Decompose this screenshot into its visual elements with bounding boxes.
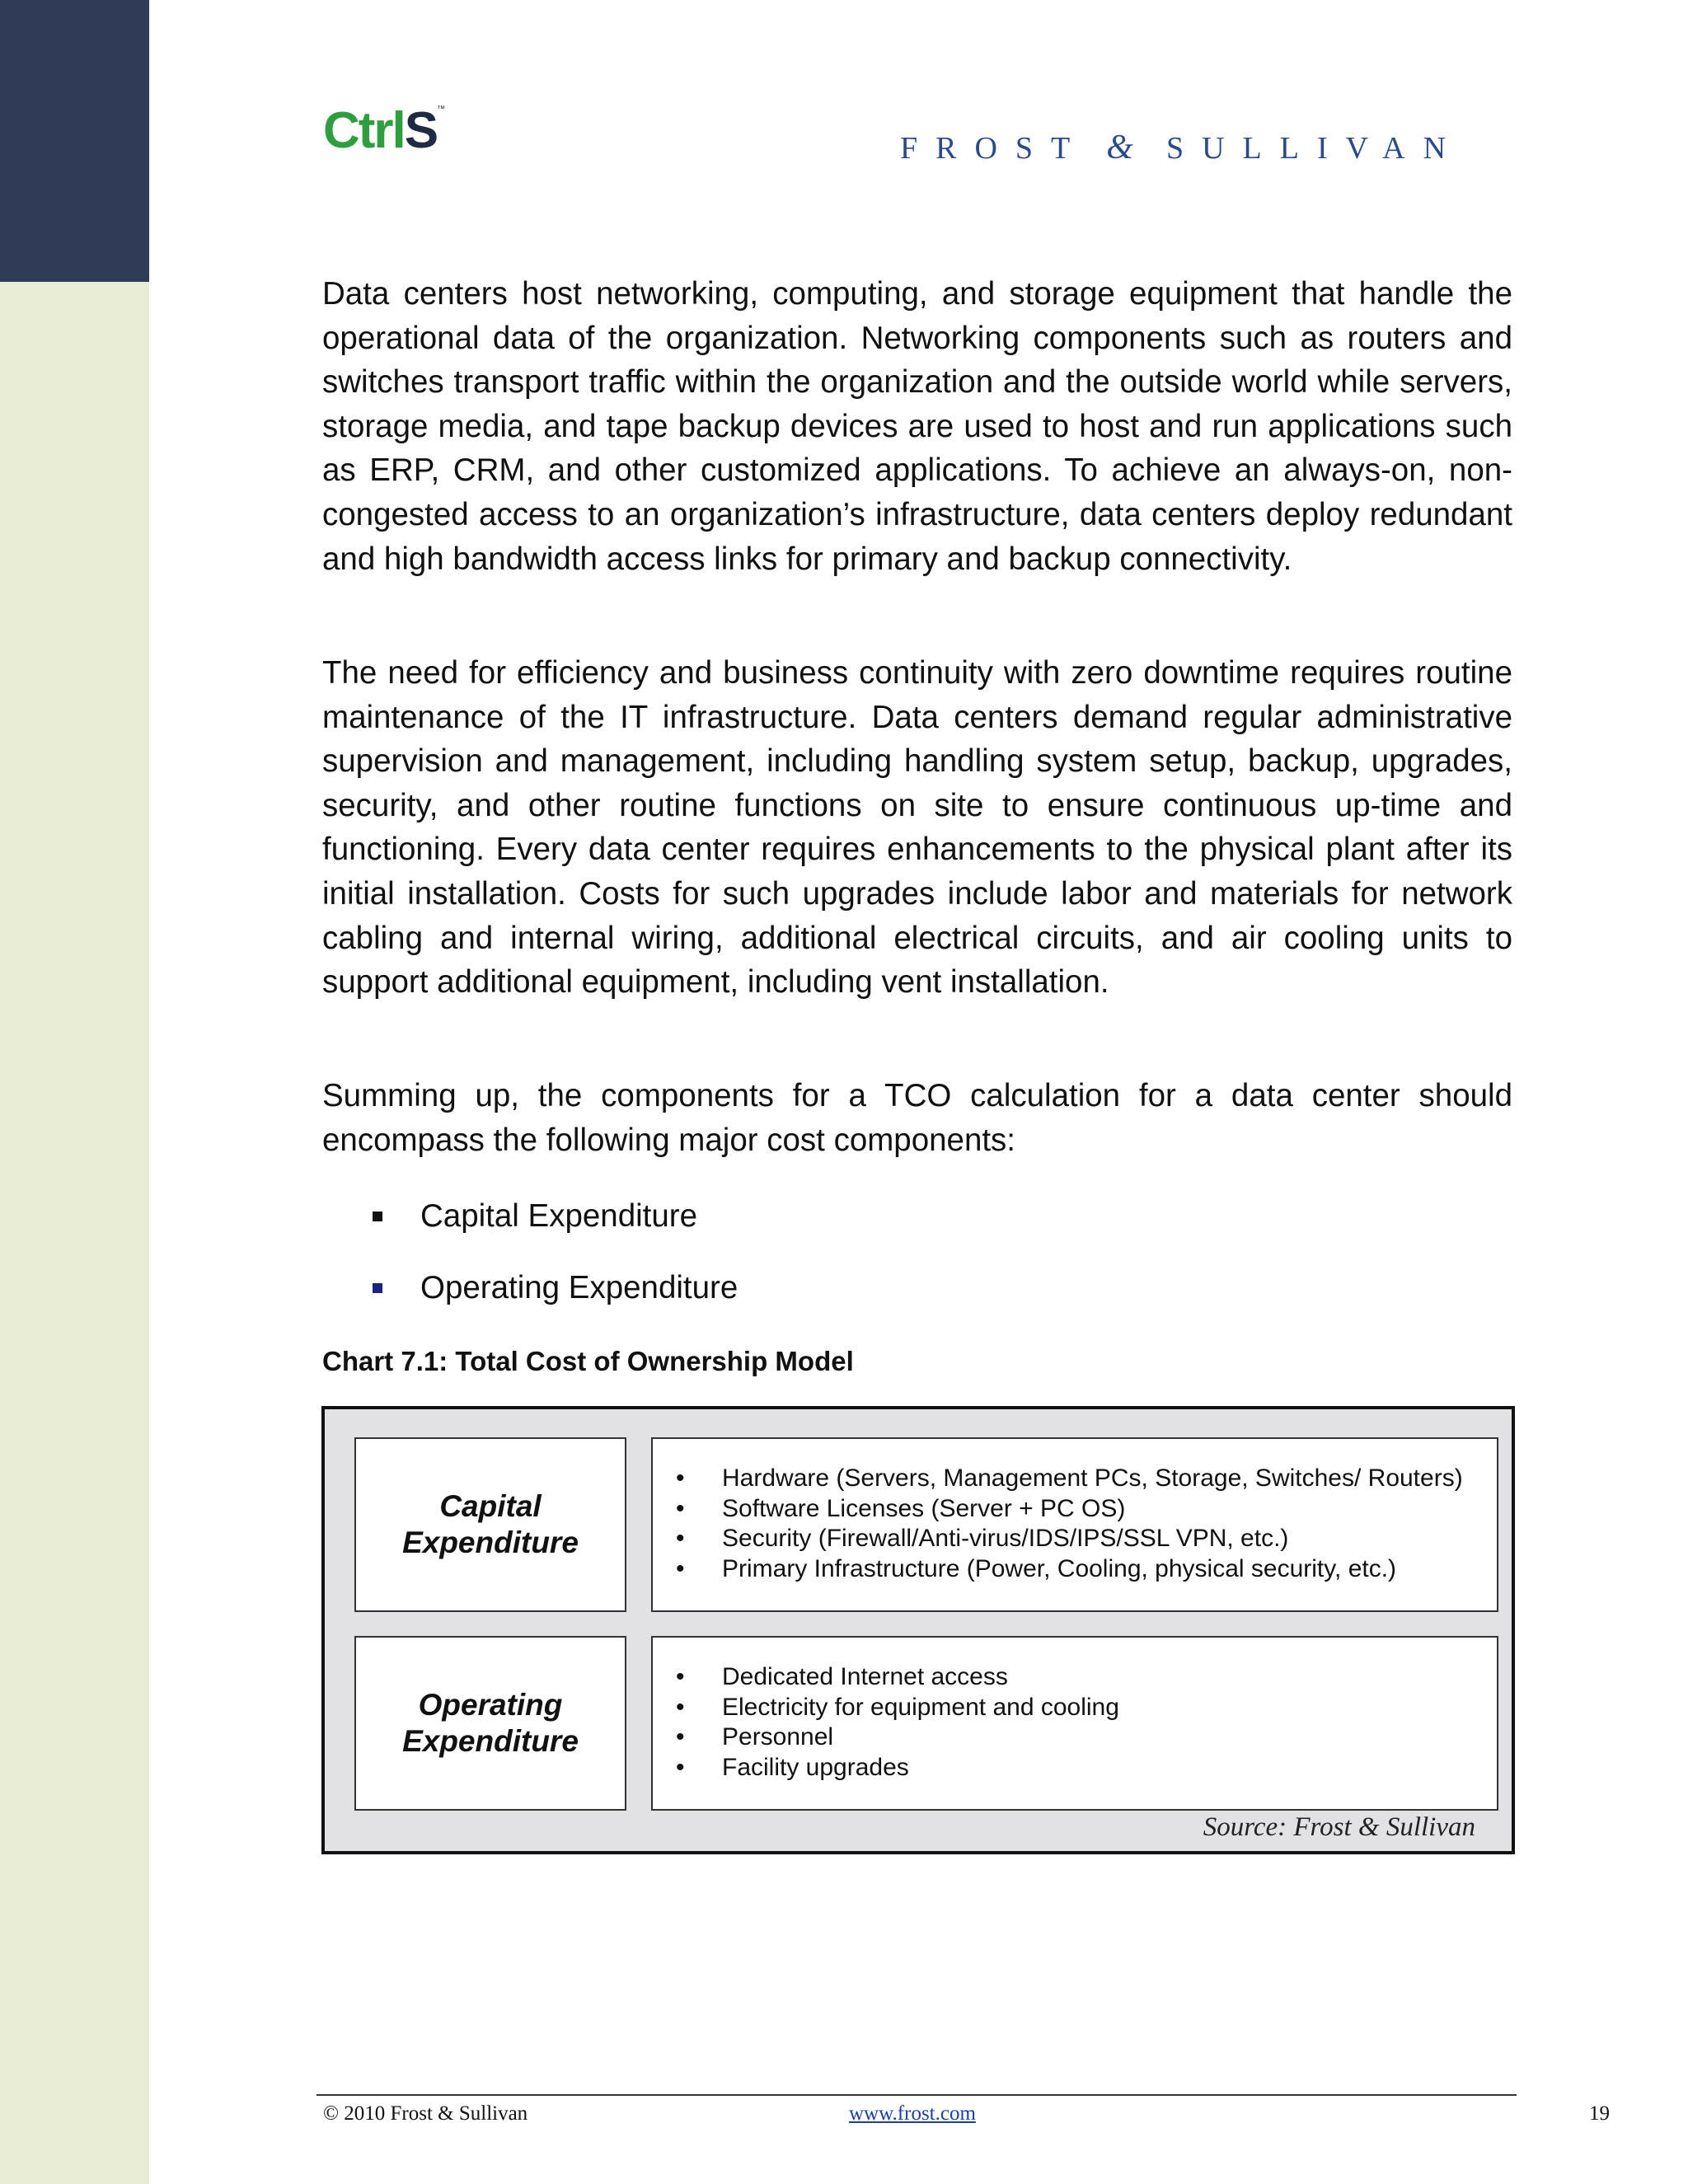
- page-number: 19: [1589, 2102, 1610, 2125]
- page-sidebar: [0, 0, 149, 2184]
- frost-sullivan-logo: [900, 130, 1464, 165]
- list-item: • Personnel: [669, 1722, 1480, 1753]
- paragraph-data-centers: Data centers host networking, computing, and storage equipment that handle the operational data of the organization. Networking components such as routers and switches transport traffic within the organization and the outside world while servers, storage media, and tape backup devices are used to host and run applications such as ERP, CRM, and other customized applications. To achieve an always-on, non-congested access to an organization’s infrastructure, data centers deploy redundant and high bandwidth access links for primary and backup connectivity.: [322, 276, 1512, 577]
- list-item: • Facility upgrades: [669, 1753, 1480, 1783]
- list-item: • Electricity for equipment and cooling: [669, 1693, 1480, 1723]
- operating-expenditure-details: [651, 1636, 1498, 1811]
- operating-label-line2: Expenditure: [402, 1724, 579, 1758]
- paragraph-summing-up: Summing up, the components for a TCO calculation for a data center should encompass the following major cost components:: [322, 1078, 1512, 1158]
- bullet-capital-expenditure: Capital Expenditure: [420, 1198, 698, 1234]
- frost-logo-amp: &: [1106, 129, 1133, 166]
- list-item: • Primary Infrastructure (Power, Cooling, physical security, etc.): [669, 1554, 1480, 1585]
- chart-title: Chart 7.1: Total Cost of Ownership Model: [322, 1346, 854, 1376]
- bullet-square-icon: [373, 1212, 382, 1221]
- bullet-operating-expenditure: Operating Expenditure: [420, 1270, 738, 1305]
- operating-expenditure-label: [354, 1636, 626, 1811]
- sidebar-accent-block: [0, 0, 149, 282]
- operating-label-line1: Operating: [418, 1688, 563, 1722]
- operating-expenditure-list: [669, 1662, 1480, 1783]
- footer-website-link[interactable]: www.frost.com: [849, 2102, 976, 2125]
- frost-logo-sullivan: SULLIVAN: [1165, 131, 1465, 166]
- footer-copyright: © 2010 Frost & Sullivan: [323, 2102, 528, 2125]
- bullet-square-icon: [373, 1283, 382, 1293]
- list-item: • Software Licenses (Server + PC OS): [669, 1494, 1480, 1525]
- tco-model-chart: [321, 1406, 1515, 1854]
- list-item: • Hardware (Servers, Management PCs, Storage, Switches/ Routers): [669, 1464, 1480, 1494]
- ctrls-logo: [323, 102, 446, 159]
- chart-source: Source: Frost & Sullivan: [1203, 1812, 1475, 1842]
- capital-label-line2: Expenditure: [402, 1526, 579, 1559]
- capital-expenditure-list: [669, 1464, 1480, 1584]
- capital-label-line1: Capital: [439, 1489, 542, 1523]
- capital-expenditure-label: [354, 1437, 626, 1612]
- capital-expenditure-details: [651, 1437, 1498, 1612]
- ctrls-logo-ctrl: Ctrl: [323, 102, 405, 159]
- ctrls-logo-tm: ™: [437, 105, 446, 114]
- list-item: • Dedicated Internet access: [669, 1662, 1480, 1693]
- frost-logo-frost: FROST: [900, 131, 1089, 166]
- paragraph-efficiency: The need for efficiency and business continuity with zero downtime requires routine maintenance of the IT infrastructure. Data centers demand regular administrative supervision and management, including handling system setup, backup, upgrades, security, and other routine functions on site to ensure continuous up-time and functioning. Every data center requires enhancements to the physical plant after its initial installation. Costs for such upgrades include labor and materials for network cabling and internal wiring, additional electrical circuits, and air cooling units to support additional equipment, including vent installation.: [322, 655, 1512, 1001]
- ctrls-logo-s: S: [404, 102, 438, 159]
- footer-divider: [316, 2094, 1517, 2096]
- list-item: • Security (Firewall/Anti-virus/IDS/IPS/SSL VPN, etc.): [669, 1524, 1480, 1554]
